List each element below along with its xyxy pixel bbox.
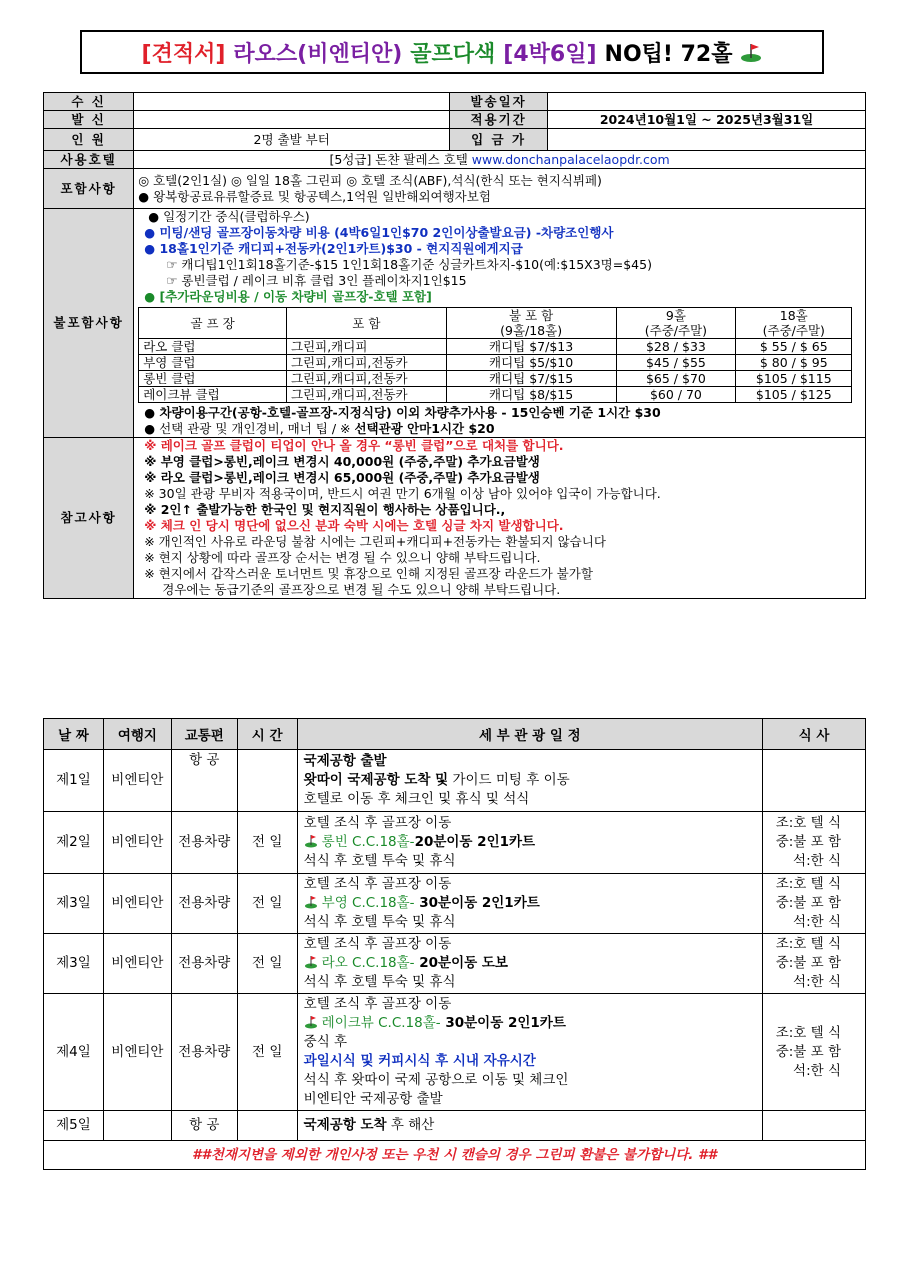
sender-value xyxy=(134,111,450,129)
note-line-8: ※ 현지 상황에 따라 골프장 순서는 변경 될 수 있으니 양해 부탁드립니다. xyxy=(144,550,541,565)
meal-breakfast: 조:호 텔 식 xyxy=(775,876,841,892)
exclude-line-7: ● 차량이용구간(공항-호텔-골프장-지정식당) 이외 차량추가사용 - 15인승벤 기준 1시간 $30 xyxy=(144,405,661,420)
fee-exclude: 캐디팁 $7/$15 xyxy=(446,371,616,387)
day-time xyxy=(237,750,297,812)
day-time: 전 일 xyxy=(237,994,297,1111)
include-label: 포함사항 xyxy=(44,169,134,209)
day-label: 제1일 xyxy=(44,750,104,812)
fee-exclude: 캐디팁 $5/$10 xyxy=(446,355,616,371)
fee-header-9holes xyxy=(616,308,736,339)
note-line-3: ※ 라오 클럽>롱빈,레이크 변경시 65,000원 (주중,주말) 추가요금발생 xyxy=(144,470,540,485)
exclude-line-8 xyxy=(138,421,861,437)
title-destination: 라오스(비엔티안) xyxy=(233,41,403,67)
note-line-5: ※ 2인↑ 출발가능한 한국인 및 현지직원이 행사하는 상품입니다., xyxy=(144,502,506,517)
note-line-6: ※ 체크 인 당시 명단에 없으신 분과 숙박 시에는 호텔 싱글 차지 발생합니다. xyxy=(144,518,564,533)
exclude-value xyxy=(134,209,866,438)
day-place: 비엔티안 xyxy=(103,934,171,994)
day-time: 전 일 xyxy=(237,812,297,874)
day-detail xyxy=(297,874,762,934)
detail-line: 석식 후 호텔 투숙 및 휴식 xyxy=(303,853,456,869)
day-transport: 전용차량 xyxy=(171,934,237,994)
day-transport: 항 공 xyxy=(171,1111,237,1141)
day-meal xyxy=(762,812,865,874)
golf-transfer: 30분이동 2인1카트 xyxy=(440,1015,566,1031)
detail-line xyxy=(304,771,756,790)
include-line-2: ● 왕복항공료유류할증료 및 항공텍스,1억원 일반해외여행자보험 xyxy=(138,188,491,204)
golf-course: 라오 C.C.18홀- xyxy=(321,955,415,971)
exclude-line-8-b: 선택관광 안마1시간 $20 xyxy=(354,421,495,436)
detail-rest: 가이드 미팅 후 이동 xyxy=(448,772,570,788)
title-estimate: [견적서] xyxy=(141,41,226,67)
fee-exclude: 캐디팁 $8/$15 xyxy=(446,387,616,403)
meal-breakfast: 조:호 텔 식 xyxy=(775,1024,841,1041)
detail-golf-line xyxy=(304,894,756,913)
golf-course: 부영 C.C.18홀- xyxy=(321,895,415,911)
schedule-row xyxy=(44,812,866,874)
meal-dinner: 석:한 식 xyxy=(793,1062,841,1079)
exclude-line-2: ● 미팅/샌딩 골프장이동차량 비용 (4박6일1인$70 2인이상출발요금) -차량조인행사 xyxy=(144,225,614,240)
day-place: 비엔티안 xyxy=(103,750,171,812)
golf-course: 롱빈 C.C.18홀- xyxy=(321,834,415,850)
golf-flag-icon xyxy=(304,834,318,848)
day-place: 비엔티안 xyxy=(103,874,171,934)
page-title xyxy=(80,30,824,74)
golf-course: 레이크뷰 C.C.18홀- xyxy=(321,1015,441,1031)
schedule-header-place: 여행지 xyxy=(103,719,171,750)
detail-line: 호텔 조식 후 골프장 이동 xyxy=(303,815,452,831)
detail-line: 석식 후 왓따이 국제 공항으로 이동 및 체크인 xyxy=(303,1072,569,1088)
fee-exclude: 캐디팁 $7/$13 xyxy=(446,339,616,355)
detail-bold: 국제공항 도착 xyxy=(303,1117,387,1133)
fee-include: 그린피,캐디피,전동카 xyxy=(286,355,446,371)
detail-golf-line xyxy=(304,833,756,852)
exclude-label: 불포함사항 xyxy=(44,209,134,438)
schedule-header-transport: 교통편 xyxy=(171,719,237,750)
day-detail xyxy=(297,934,762,994)
price-value xyxy=(548,129,866,151)
day-place: 비엔티안 xyxy=(103,812,171,874)
hotel-label: 사용호텔 xyxy=(44,151,134,169)
fee-header-9holes-line2: (주중/주말) xyxy=(644,323,708,338)
schedule-table xyxy=(43,718,866,1170)
day-meal xyxy=(762,1111,865,1141)
golf-transfer: 20분이동 2인1카트 xyxy=(414,834,536,850)
period-label: 적용기간 xyxy=(450,111,548,129)
fee-header-exclude-line2: (9홀/18홀) xyxy=(500,323,563,338)
day-transport: 전용차량 xyxy=(171,812,237,874)
day-label: 제5일 xyxy=(44,1111,104,1141)
day-detail xyxy=(297,1111,762,1141)
fee-row xyxy=(139,339,852,355)
fee-header-18holes xyxy=(736,308,852,339)
day-label: 제2일 xyxy=(44,812,104,874)
golf-flag-icon xyxy=(740,41,762,63)
fee-course: 라오 클럽 xyxy=(139,339,287,355)
fee-include: 그린피,캐디피 xyxy=(286,339,446,355)
schedule-header-detail: 세 부 관 광 일 정 xyxy=(297,719,762,750)
detail-golf-line xyxy=(304,954,756,973)
note-line-4: ※ 30일 관광 무비자 적용국이며, 반드시 여권 만기 6개월 이상 남아 있어야 입국이 가능합니다. xyxy=(144,486,661,501)
schedule-row xyxy=(44,934,866,994)
fee-header-exclude xyxy=(446,308,616,339)
detail-rest: 후 해산 xyxy=(386,1117,435,1133)
include-line-1: ◎ 호텔(2인1실) ◎ 일일 18홀 그린피 ◎ 호텔 조식(ABF),석식(한식 또는 현지식뷔페) xyxy=(138,172,602,188)
schedule-header-date: 날 짜 xyxy=(44,719,104,750)
fee-row xyxy=(139,371,852,387)
meal-dinner: 석:한 식 xyxy=(793,853,841,869)
fee-9holes: $45 / $55 xyxy=(616,355,736,371)
day-meal xyxy=(762,994,865,1111)
golf-flag-icon xyxy=(304,1015,318,1029)
day-transport: 전용차량 xyxy=(171,994,237,1111)
fee-header-exclude-line1: 불 포 함 xyxy=(509,308,554,323)
detail-line: 중식 후 xyxy=(303,1034,348,1050)
meal-dinner: 석:한 식 xyxy=(793,974,841,990)
detail-line: 과일시식 및 커피시식 후 시내 자유시간 xyxy=(303,1053,536,1069)
golf-transfer: 30분이동 2인1카트 xyxy=(414,895,540,911)
fee-18holes: $ 55 / $ 65 xyxy=(736,339,852,355)
exclude-line-5: ☞ 롱빈클럽 / 레이크 비휴 클럽 3인 플레이차지1인$15 xyxy=(166,273,467,288)
schedule-row xyxy=(44,874,866,934)
include-value xyxy=(134,169,866,209)
fee-header-9holes-line1: 9홀 xyxy=(665,308,686,323)
fee-table xyxy=(138,307,852,403)
fee-header-18holes-line1: 18홀 xyxy=(779,308,808,323)
period-value: 2024년10월1일 ~ 2025년3월31일 xyxy=(548,111,866,129)
meal-breakfast: 조:호 텔 식 xyxy=(775,936,841,952)
day-detail xyxy=(297,812,762,874)
exclude-line-6: ● [추가라운딩비용 / 이동 차량비 골프장-호텔 포함] xyxy=(144,289,432,304)
exclude-line-4: ☞ 캐디팁1인1회18홀기준-$15 1인1회18홀기준 싱글카트차지-$10(예:$15X3명=$45) xyxy=(166,257,652,272)
day-detail xyxy=(297,750,762,812)
note-label: 참고사항 xyxy=(44,438,134,599)
day-time: 전 일 xyxy=(237,874,297,934)
meal-dinner: 석:한 식 xyxy=(793,914,841,930)
day-meal xyxy=(762,750,865,812)
refund-notice: ##천재지변을 제외한 개인사정 또는 우천 시 캔슬의 경우 그린피 환불은 불가합니다. ## xyxy=(44,1141,866,1170)
people-value: 2명 출발 부터 xyxy=(134,129,450,151)
hotel-link[interactable]: www.donchanpalacelaopdr.com xyxy=(471,151,670,167)
fee-9holes: $60 / 70 xyxy=(616,387,736,403)
schedule-row xyxy=(44,750,866,812)
detail-line: 비엔티안 국제공항 출발 xyxy=(303,1091,443,1107)
price-label: 입 금 가 xyxy=(450,129,548,151)
fee-9holes: $65 / $70 xyxy=(616,371,736,387)
detail-line: 호텔 조식 후 골프장 이동 xyxy=(303,996,452,1012)
exclude-line-3: ● 18홀1인기준 캐디피+전동카(2인1카트)$30 - 현지직원에게지급 xyxy=(144,241,523,256)
title-notip: NO팁! 72홀 xyxy=(604,41,733,67)
note-line-10: 경우에는 동급기준의 골프장으로 변경 될 수도 있으니 양해 부탁드립니다. xyxy=(162,582,561,597)
detail-line: 호텔 조식 후 골프장 이동 xyxy=(303,936,452,952)
recipient-value xyxy=(134,93,450,111)
fee-course: 레이크뷰 클럽 xyxy=(139,387,287,403)
note-line-9: ※ 현지에서 갑작스러운 토너먼트 및 휴장으로 인해 지정된 골프장 라운드가 불가할 xyxy=(144,566,593,581)
sender-label: 발 신 xyxy=(44,111,134,129)
fee-header-course: 골 프 장 xyxy=(139,308,287,339)
fee-9holes: $28 / $33 xyxy=(616,339,736,355)
schedule-header-meal: 식 사 xyxy=(762,719,865,750)
meal-lunch: 중:불 포 함 xyxy=(775,955,841,971)
detail-line: 국제공항 출발 xyxy=(303,753,387,769)
recipient-label: 수 신 xyxy=(44,93,134,111)
send-date-value xyxy=(548,93,866,111)
people-label: 인 원 xyxy=(44,129,134,151)
title-golf: 골프다색 xyxy=(410,41,496,67)
meal-breakfast: 조:호 텔 식 xyxy=(775,815,841,831)
fee-row xyxy=(139,387,852,403)
detail-golf-line xyxy=(304,1014,756,1033)
detail-line: 호텔 조식 후 골프장 이동 xyxy=(303,876,452,892)
golf-flag-icon xyxy=(304,955,318,969)
schedule-header-time: 시 간 xyxy=(237,719,297,750)
day-label: 제3일 xyxy=(44,934,104,994)
fee-course: 롱빈 클럽 xyxy=(139,371,287,387)
fee-18holes: $105 / $125 xyxy=(736,387,852,403)
fee-header-include: 포 함 xyxy=(286,308,446,339)
meal-lunch: 중:불 포 함 xyxy=(775,834,841,850)
golf-transfer: 20분이동 도보 xyxy=(414,955,508,971)
note-line-7: ※ 개인적인 사유로 라운딩 불참 시에는 그린피+캐디피+전동카는 환불되지 않습니다 xyxy=(144,534,606,549)
detail-line: 호텔로 이동 후 체크인 및 휴식 및 석식 xyxy=(303,791,530,807)
day-place xyxy=(103,1111,171,1141)
title-duration: [4박6일] xyxy=(503,41,597,67)
fee-header-18holes-line2: (주중/주말) xyxy=(762,323,825,338)
fee-include: 그린피,캐디피,전동카 xyxy=(286,387,446,403)
note-value xyxy=(134,438,866,599)
meal-lunch: 중:불 포 함 xyxy=(775,1043,841,1060)
fee-include: 그린피,캐디피,전동카 xyxy=(286,371,446,387)
schedule-row xyxy=(44,1111,866,1141)
detail-bold: 왓따이 국제공항 도착 및 xyxy=(303,772,449,788)
day-meal xyxy=(762,934,865,994)
day-transport: 항 공 xyxy=(171,750,237,812)
detail-line: 석식 후 호텔 투숙 및 휴식 xyxy=(303,914,456,930)
detail-line: 석식 후 호텔 투숙 및 휴식 xyxy=(303,974,456,990)
info-table xyxy=(43,92,866,599)
day-time: 전 일 xyxy=(237,934,297,994)
note-line-2: ※ 부영 클럽>롱빈,레이크 변경시 40,000원 (주중,주말) 추가요금발생 xyxy=(144,454,540,469)
exclude-line-1: ● 일정기간 중식(클럽하우스) xyxy=(148,209,310,224)
day-transport: 전용차량 xyxy=(171,874,237,934)
day-detail xyxy=(297,994,762,1111)
day-label: 제4일 xyxy=(44,994,104,1111)
hotel-value xyxy=(134,151,866,169)
day-time xyxy=(237,1111,297,1141)
day-label: 제3일 xyxy=(44,874,104,934)
schedule-row xyxy=(44,994,866,1111)
fee-18holes: $ 80 / $ 95 xyxy=(736,355,852,371)
hotel-name: [5성급] 돈챤 팔레스 호텔 xyxy=(329,151,472,167)
fee-course: 부영 클럽 xyxy=(139,355,287,371)
golf-flag-icon xyxy=(304,895,318,909)
note-line-1: ※ 레이크 골프 클럽이 티업이 안나 올 경우 “롱빈 클럽”으로 대처를 합니다. xyxy=(144,438,564,453)
exclude-line-8-a: ● 선택 관광 및 개인경비, 매너 팁 / ※ xyxy=(144,421,355,436)
send-date-label: 발송일자 xyxy=(450,93,548,111)
fee-18holes: $105 / $115 xyxy=(736,371,852,387)
fee-row xyxy=(139,355,852,371)
meal-lunch: 중:불 포 함 xyxy=(775,895,841,911)
day-place: 비엔티안 xyxy=(103,994,171,1111)
day-meal xyxy=(762,874,865,934)
